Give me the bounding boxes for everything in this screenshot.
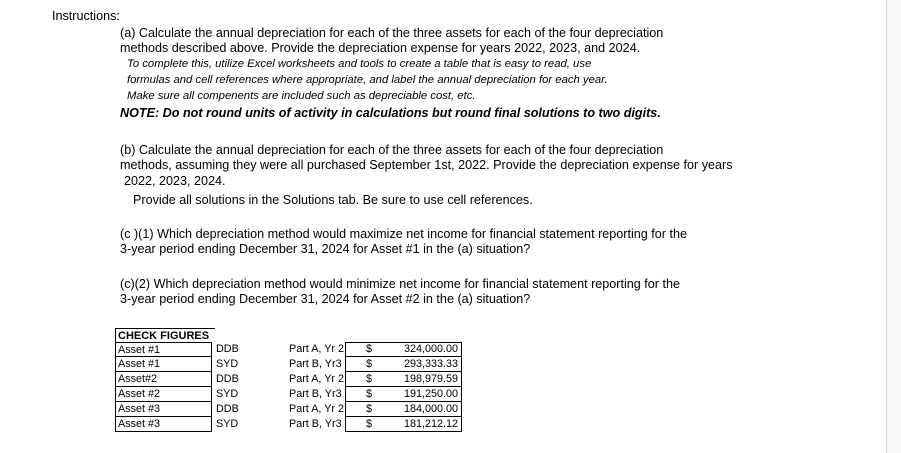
amount-cell: 198,979.59 (403, 373, 458, 385)
part-b-line-4: Provide all solutions in the Solutions tab. Be sure to use cell references. (133, 193, 533, 207)
instructions-label: Instructions: (52, 9, 120, 23)
dollar-cell: $ (366, 358, 373, 370)
method-cell: SYD (216, 418, 239, 430)
part-cell: Part A, Yr 2 (289, 373, 345, 385)
part-c2-line-1: (c)(2) Which depreciation method would minimize net income for financial statement reporting for the (120, 277, 680, 291)
check-figures-table (115, 328, 462, 445)
method-cell: SYD (216, 358, 239, 370)
method-cell: DDB (216, 403, 239, 415)
part-c2-line-2: 3-year period ending December 31, 2024 for Asset #2 in the (a) situation? (120, 292, 531, 306)
table-row (115, 402, 462, 417)
amount-cell: 191,250.00 (403, 388, 458, 400)
check-figures-title: CHECK FIGURES (115, 328, 215, 342)
part-cell: Part A, Yr 2 (289, 343, 345, 355)
part-a-line-2: methods described above. Provide the depreciation expense for years 2022, 2023, and 2024. (120, 41, 641, 55)
table-row (115, 387, 462, 402)
dollar-cell: $ (366, 388, 373, 400)
amount-cell: 184,000.00 (403, 403, 458, 415)
part-b-line-2: methods, assuming they were all purchased September 1st, 2022. Provide the depreciation expense for years (120, 158, 733, 172)
part-cell: Part B, Yr3 (289, 358, 342, 370)
part-cell: Part B, Yr3 (289, 418, 342, 430)
dollar-cell: $ (366, 403, 373, 415)
asset-cell: Asset #2 (115, 387, 212, 402)
amount-cell: 324,000.00 (403, 343, 458, 355)
dollar-cell: $ (366, 343, 373, 355)
right-panel-edge (886, 0, 901, 453)
part-b-line-1: (b) Calculate the annual depreciation for each of the three assets for each of the four depreciation (120, 143, 664, 157)
asset-cell: Asset #3 (115, 402, 212, 417)
asset-cell: Asset #1 (115, 342, 212, 357)
part-a-note-1: To complete this, utilize Excel worksheets and tools to create a table that is easy to read, use (127, 58, 592, 70)
method-cell: DDB (216, 343, 239, 355)
table-row (115, 357, 462, 372)
asset-cell: Asset #3 (115, 417, 212, 432)
table-row (115, 342, 462, 357)
part-a-note-2: formulas and cell references where appropriate, and label the annual depreciation for each year. (127, 74, 608, 86)
table-row (115, 417, 462, 432)
part-a-line-1: (a) Calculate the annual depreciation for each of the three assets for each of the four depreciation (120, 26, 664, 40)
part-c1-line-2: 3-year period ending December 31, 2024 for Asset #1 in the (a) situation? (120, 242, 531, 256)
part-a-note-bold: NOTE: Do not round units of activity in calculations but round final solutions to two digits. (120, 106, 661, 120)
method-cell: DDB (216, 373, 239, 385)
part-cell: Part B, Yr3 (289, 388, 342, 400)
amount-cell: 293,333.33 (403, 358, 458, 370)
part-a-note-3: Make sure all compenents are included such as depreciable cost, etc. (127, 90, 476, 102)
part-cell: Part A, Yr 2 (289, 403, 345, 415)
part-b-line-3: 2022, 2023, 2024. (124, 174, 226, 188)
part-c1-line-1: (c )(1) Which depreciation method would maximize net income for financial statement reporting for the (120, 227, 687, 241)
amount-cell: 181,212.12 (403, 418, 458, 430)
dollar-cell: $ (366, 373, 373, 385)
method-cell: SYD (216, 388, 239, 400)
asset-cell: Asset#2 (115, 372, 212, 387)
asset-cell: Asset #1 (115, 357, 212, 372)
dollar-cell: $ (366, 418, 373, 430)
table-row (115, 372, 462, 387)
